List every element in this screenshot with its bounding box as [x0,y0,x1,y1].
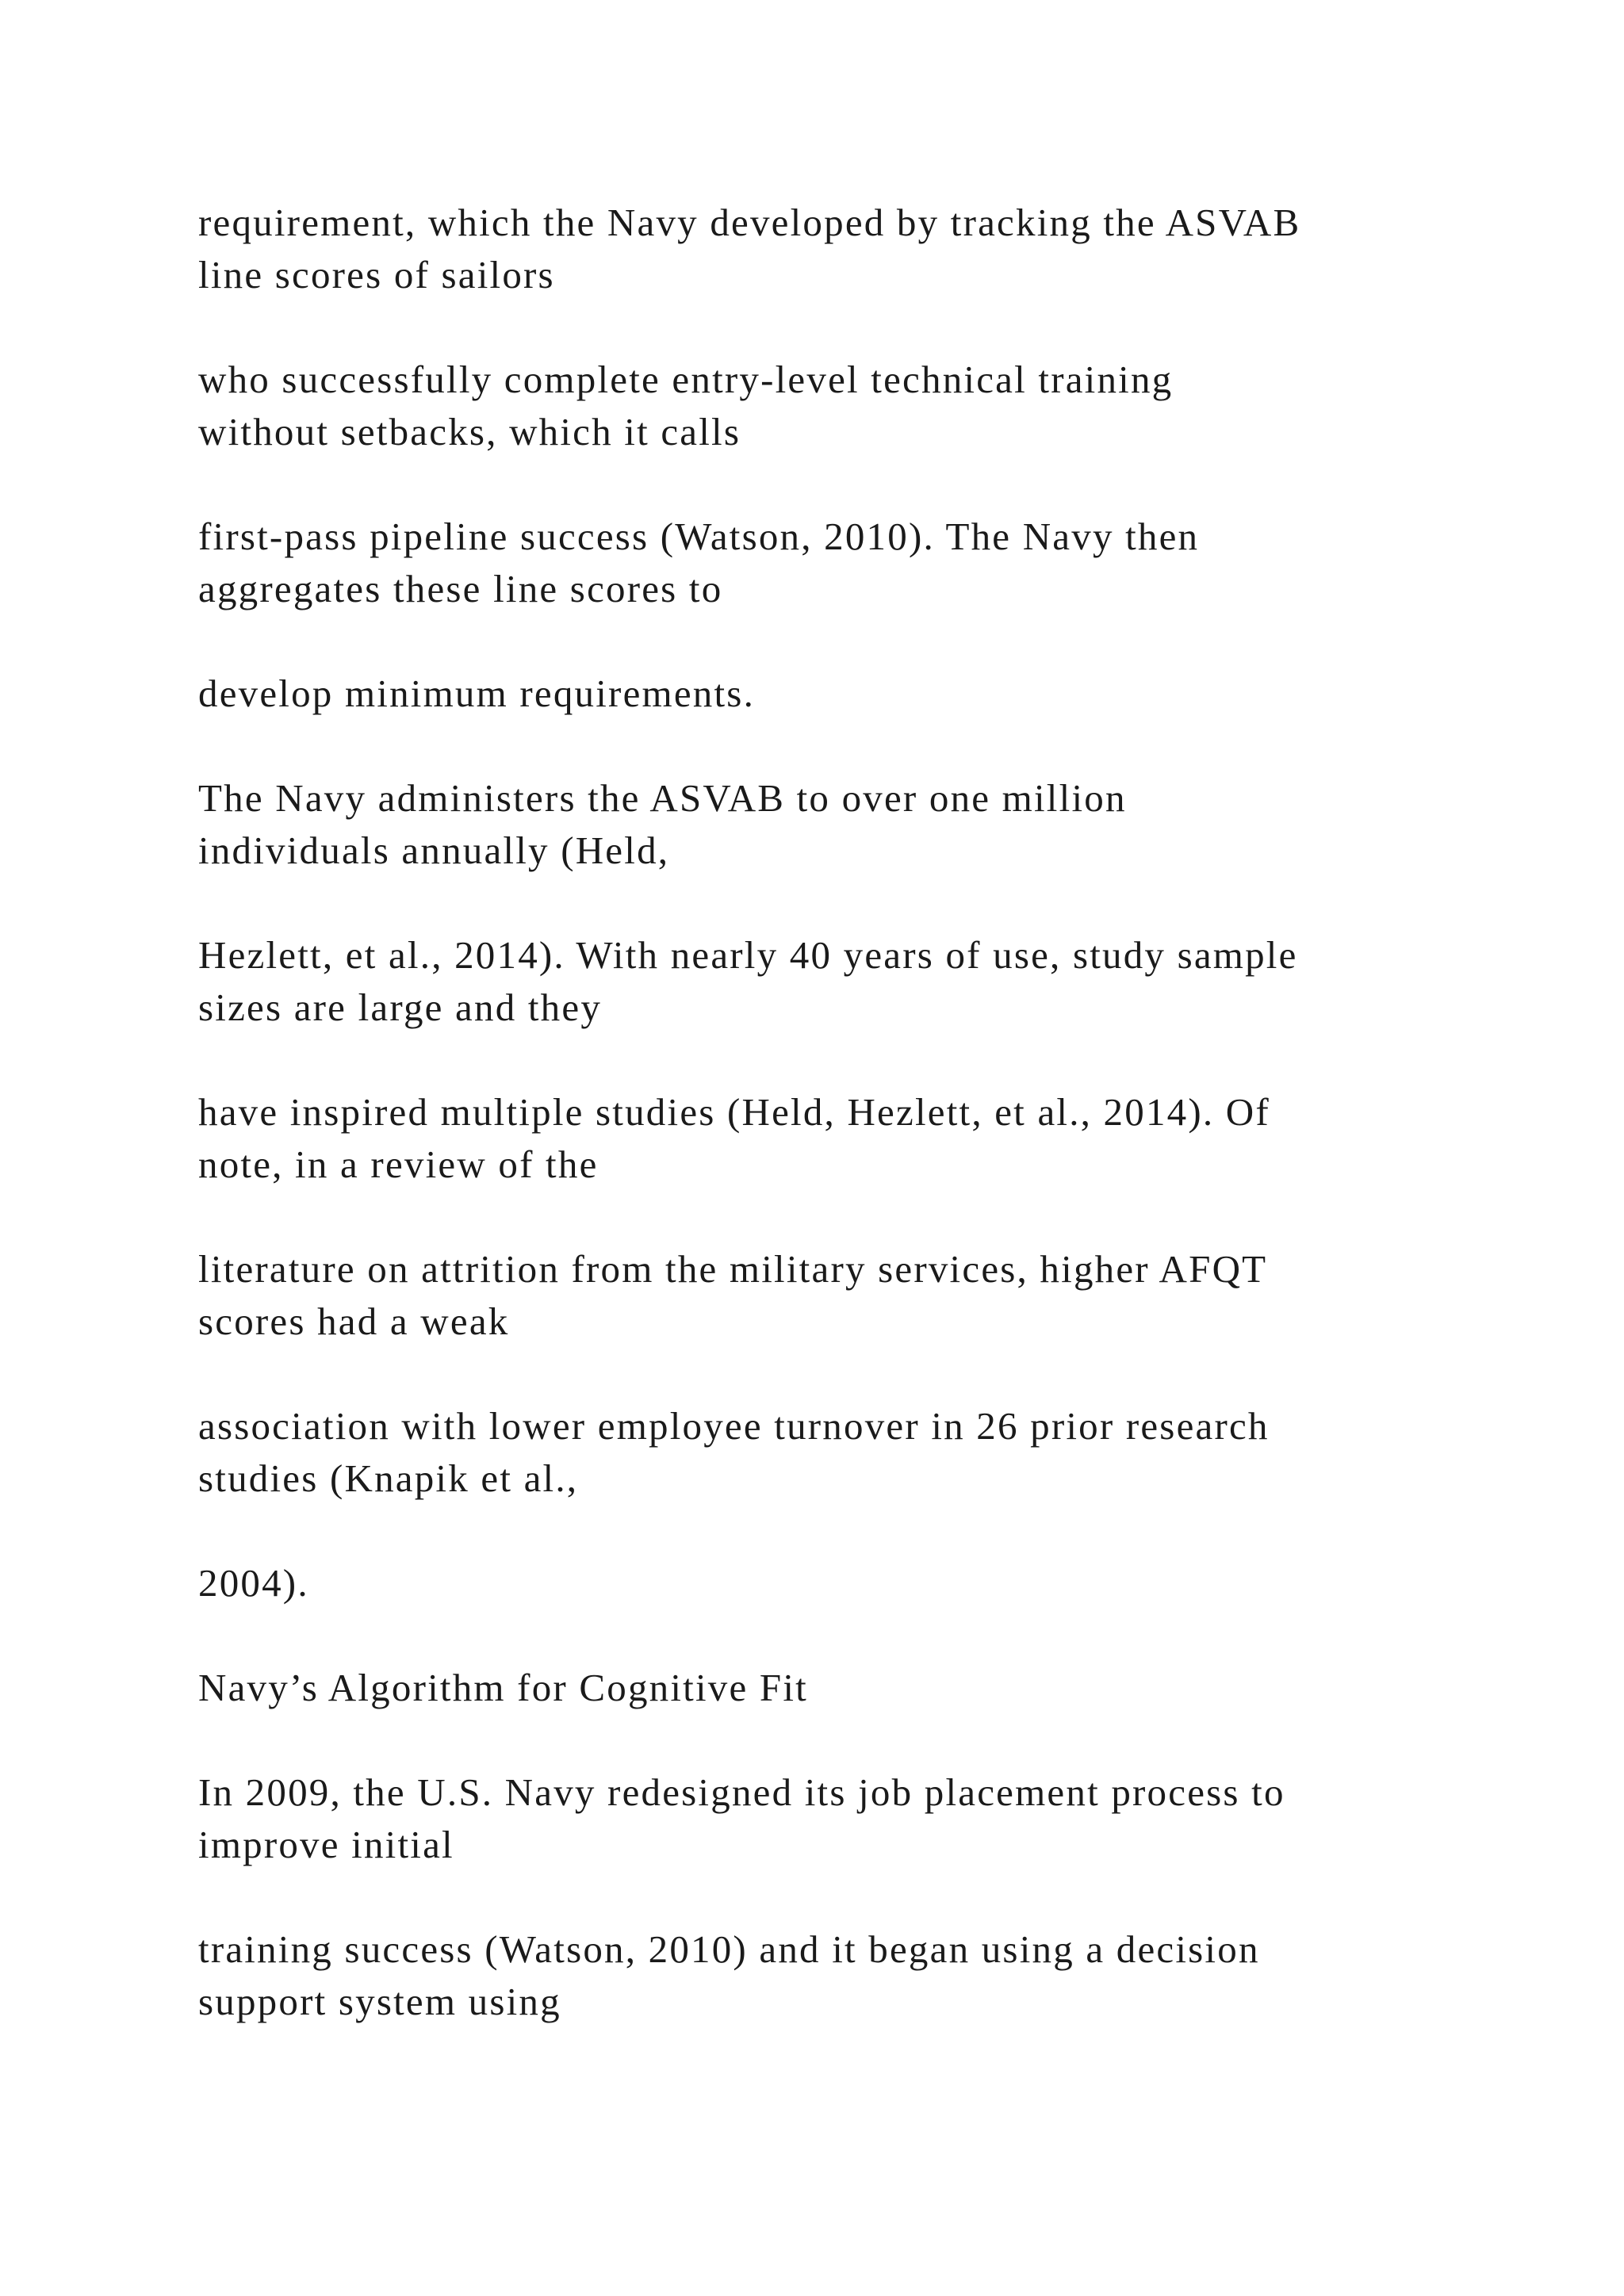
paragraph: develop minimum requirements. [198,672,756,715]
paragraph: Hezlett, et al., 2014). With nearly 40 years of use, study sample sizes are large and they [198,933,1298,1029]
paragraph: have inspired multiple studies (Held, Hezlett, et al., 2014). Of note, in a review of the [198,1090,1270,1186]
paragraph: association with lower employee turnover in 26 prior research studies (Knapik et al., [198,1404,1270,1500]
paragraph: training success (Watson, 2010) and it began using a decision support system using [198,1927,1260,2023]
paragraph: The Navy administers the ASVAB to over one million individuals annually (Held, [198,776,1127,872]
paragraph: who successfully complete entry-level technical training without setbacks, which it calls [198,358,1174,453]
section-heading: Navy’s Algorithm for Cognitive Fit [198,1666,808,1709]
paragraph: requirement, which the Navy developed by tracking the ASVAB line scores of sailors [198,201,1301,297]
paragraph: first-pass pipeline success (Watson, 2010). The Navy then aggregates these line scores to [198,515,1200,610]
paragraph: literature on attrition from the military services, higher AFQT scores had a weak [198,1247,1268,1343]
paragraph: In 2009, the U.S. Navy redesigned its job placement process to improve initial [198,1770,1285,1866]
paragraph: 2004). [198,1561,309,1605]
document-body [198,197,1483,2080]
